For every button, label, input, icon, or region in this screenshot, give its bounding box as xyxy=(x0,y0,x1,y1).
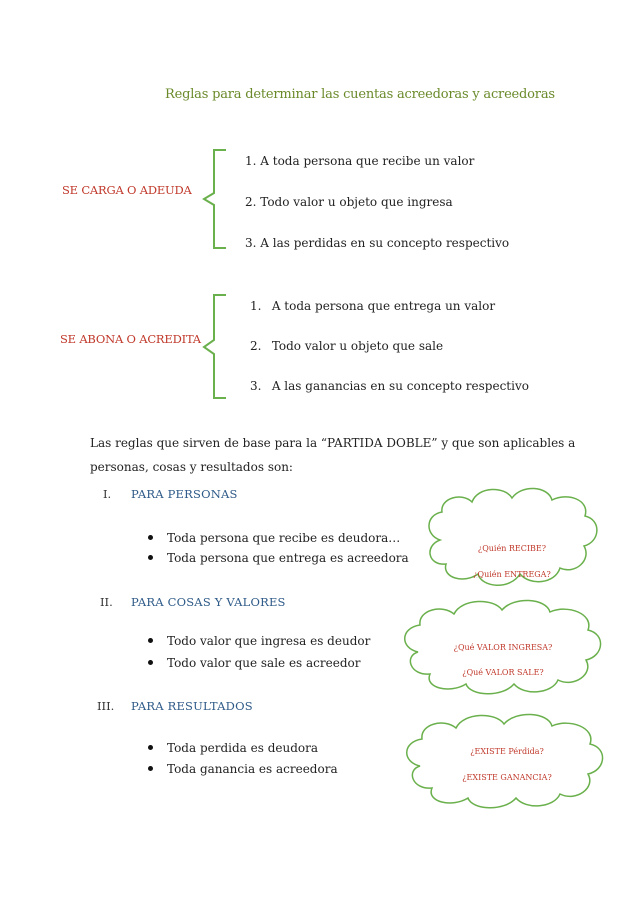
bullet-icon xyxy=(148,638,153,643)
cloud-2-line-2: ¿Qué VALOR SALE? xyxy=(462,668,544,677)
section-1-bullet-1-text: Toda persona que recibe es deudora… xyxy=(167,531,401,545)
cloud-1-line-2: ¿Quién ENTREGA? xyxy=(473,570,551,578)
abono-rule-3 xyxy=(250,379,529,393)
cloud-1-line-1: ¿Quién RECIBE? xyxy=(477,544,547,553)
section-2-title: PARA COSAS Y VALORES xyxy=(131,595,286,609)
cloud-2-line-1: ¿Qué VALOR INGRESA? xyxy=(453,643,553,652)
cargo-rule-3: 3. A las perdidas en su concepto respectivo xyxy=(245,236,510,250)
bullet-icon xyxy=(148,745,153,750)
brace-abono-icon xyxy=(204,295,226,398)
cargo-rule-2: 2. Todo valor u objeto que ingresa xyxy=(245,195,453,209)
bullet-icon xyxy=(148,555,153,560)
abono-rule-2 xyxy=(250,339,443,353)
page-title: Reglas para determinar las cuentas acreedoras y acreedoras xyxy=(165,87,555,102)
section-3-bullet-1 xyxy=(148,741,318,755)
section-2-bullet-2 xyxy=(148,656,361,670)
section-1-bullet-2-text: Toda persona que entrega es acreedora xyxy=(167,551,409,565)
intro-line-2: personas, cosas y resultados son: xyxy=(90,460,293,474)
section-3-number: III. xyxy=(97,699,115,713)
section-2-bullet-1 xyxy=(148,634,370,648)
cloud-resultados-icon xyxy=(407,714,603,807)
abono-label: SE ABONA O ACREDITA xyxy=(60,332,201,346)
cargo-label: SE CARGA O ADEUDA xyxy=(62,183,192,197)
section-3-bullet-2 xyxy=(148,762,338,776)
bullet-icon xyxy=(148,535,153,540)
section-1-number: I. xyxy=(103,487,112,501)
section-1-title: PARA PERSONAS xyxy=(131,487,238,501)
section-1-bullet-2 xyxy=(148,551,409,565)
brace-cargo-icon xyxy=(204,150,226,248)
abono-rule-1 xyxy=(250,299,495,313)
section-1-bullet-1 xyxy=(148,531,400,545)
section-2-bullet-1-text: Todo valor que ingresa es deudor xyxy=(167,634,371,648)
section-3-bullet-2-text: Toda ganancia es acreedora xyxy=(167,762,338,776)
intro-line-1: Las reglas que sirven de base para la “PARTIDA DOBLE” y que son aplicables a xyxy=(90,436,576,450)
abono-rule-2-num: 2. xyxy=(250,339,262,353)
abono-rule-1-text: A toda persona que entrega un valor xyxy=(271,299,496,313)
abono-rule-3-num: 3. xyxy=(250,379,262,393)
bullet-icon xyxy=(148,766,153,771)
cloud-3-line-2: ¿EXISTE GANANCIA? xyxy=(462,773,552,782)
section-2-number: II. xyxy=(100,595,113,609)
section-3-bullet-1-text: Toda perdida es deudora xyxy=(167,741,319,755)
bullet-icon xyxy=(148,660,153,665)
abono-rule-3-text: A las ganancias en su concepto respectivo xyxy=(271,379,529,393)
abono-rule-1-num: 1. xyxy=(250,299,262,313)
abono-rule-2-text: Todo valor u objeto que sale xyxy=(271,339,444,353)
section-2-bullet-2-text: Todo valor que sale es acreedor xyxy=(167,656,361,670)
cargo-rule-1: 1. A toda persona que recibe un valor xyxy=(245,154,475,168)
cloud-3-line-1: ¿EXISTE Pérdida? xyxy=(470,747,544,756)
section-3-title: PARA RESULTADOS xyxy=(131,699,253,713)
